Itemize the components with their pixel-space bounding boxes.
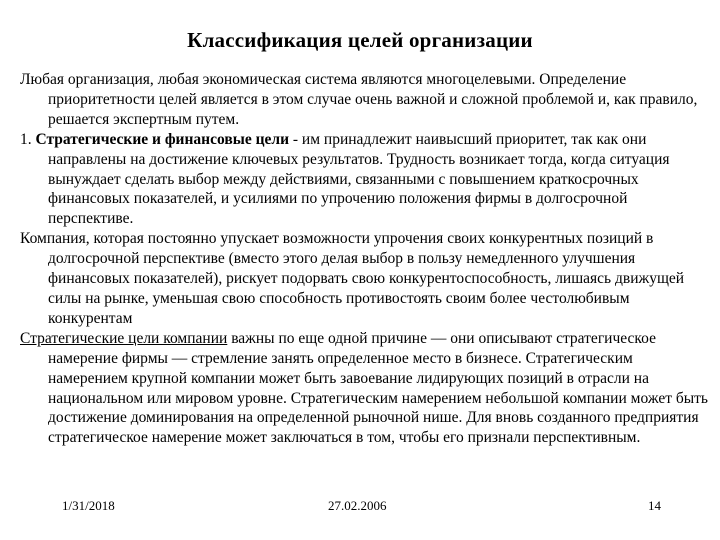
footer-date: 1/31/2018 <box>62 498 115 513</box>
list-number: 1. <box>20 130 36 148</box>
footer-center-date: 27.02.2006 <box>328 498 387 513</box>
paragraph-company-risk-text: Компания, которая постоянно упускает возможности упрочения своих конкурентных позиций в долгосрочной перспективе (вместо этого делая выбор в пользу немедленного улучшения финансовых показателей), рискует подорвать свою конкурентоспособность, лишаясь движущей силы на рынке, уменьшая свою способность противостоять своим более честолюбивым конкурентам <box>20 230 685 327</box>
paragraph-intro <box>20 70 710 130</box>
paragraph-strategic-financial-text: - им принадлежит наивысший приоритет, так как они направлены на достижение ключевых результатов. Трудность возникает тогда, когда ситуация вынуждает сделать выбор между действиями, связанными с повышением краткосрочных финансовых показателей, и усилиями по упрочению положения фирмы в долгосрочной перспективе. <box>48 130 670 228</box>
slide-number: 14 <box>648 498 661 513</box>
bold-term: Стратегические и финансовые цели <box>35 130 290 148</box>
underlined-term: Стратегические цели компании <box>20 329 228 347</box>
paragraph-intro-text: Любая организация, любая экономическая система являются многоцелевыми. Определение приоритетности целей является в этом случае очень важной и сложной проблемой и, как правило, решается экспертным путем. <box>20 71 698 128</box>
paragraph-strategic-intent <box>20 329 710 448</box>
slide-title: Классификация целей организации <box>187 28 533 52</box>
paragraph-company-risk <box>20 229 710 329</box>
paragraph-strategic-financial <box>20 130 710 230</box>
paragraph-strategic-intent-text: важны по еще одной причине — они описывают стратегическое намерение фирмы — стремление занять определенное место в бизнесе. Стратегическим намерением крупной компании может быть завоевание лидирующих позиций в отрасли на национальном или мировом уровне. Стратегическим намерением небольшой компании может быть достижение доминирования на определенной рыночной нише. Для вновь созданного предприятия стратегическое намерение может заключаться в том, чтобы его признали перспективным. <box>48 329 708 447</box>
slide-body <box>20 70 710 448</box>
